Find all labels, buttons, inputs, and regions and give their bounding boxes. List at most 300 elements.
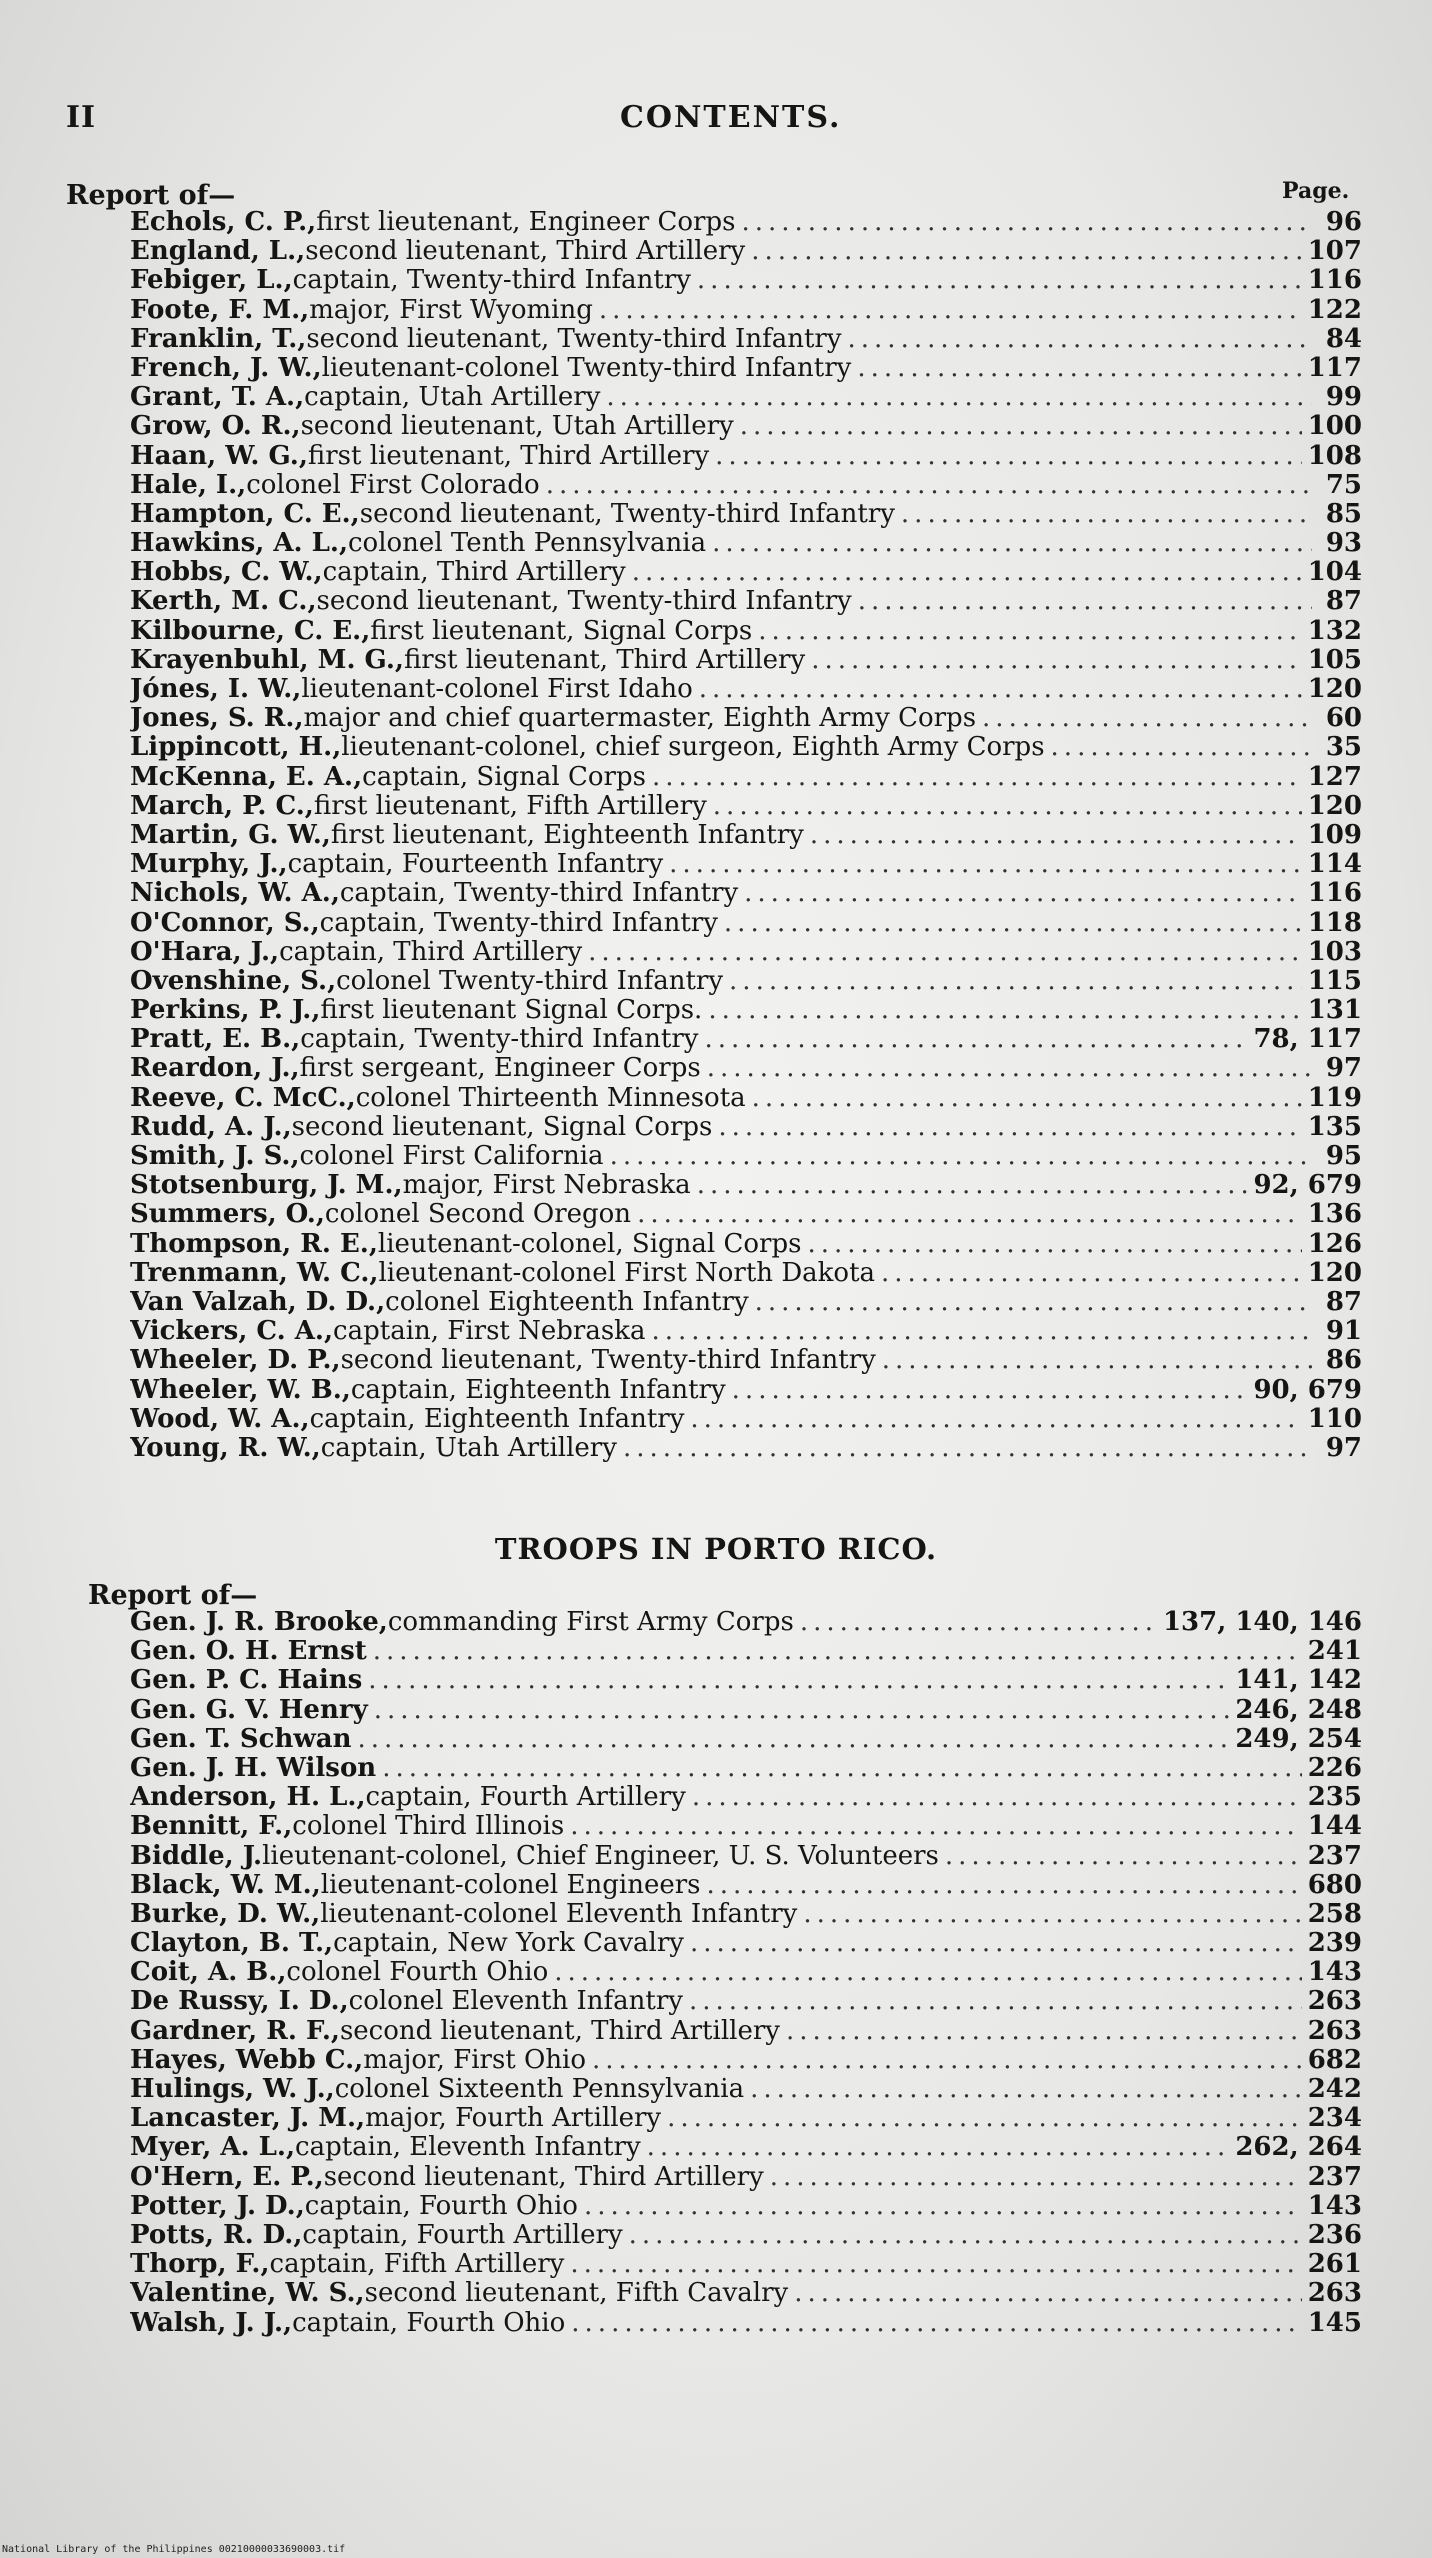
entry-name: Hale, I., [130, 470, 247, 500]
toc-entry [130, 733, 1362, 762]
dot-leader [571, 2309, 1301, 2338]
toc-entry [130, 1725, 1362, 1754]
toc-entry [130, 2075, 1362, 2104]
entry-page: 103 [1307, 937, 1362, 967]
entry-name: Kerth, M. C., [130, 587, 317, 617]
entry-name: Grow, O. R., [130, 412, 301, 442]
entry-name: Myer, A. L., [130, 2133, 296, 2163]
entry-description: lieutenant-colonel First North Dakota [378, 1258, 876, 1288]
entry-name: Potter, J. D., [130, 2191, 305, 2221]
toc-entry [130, 412, 1362, 441]
entry-description: captain, New York Cavalry [333, 1929, 684, 1959]
dot-leader [629, 2221, 1302, 2250]
entry-description: second lieutenant, Fifth Cavalry [364, 2279, 789, 2309]
entry-page: 114 [1307, 850, 1362, 880]
toc-entry [130, 1608, 1362, 1637]
entry-page: 92, 679 [1253, 1171, 1362, 1201]
entry-name: Nichols, W. A., [130, 879, 340, 909]
entry-name: Gen. T. Schwan [130, 1724, 352, 1754]
entry-name: Wood, W. A., [130, 1404, 310, 1434]
entry-description: colonel Tenth Pennsylvania [348, 529, 707, 559]
dot-leader [554, 1958, 1302, 1987]
dot-leader [570, 2250, 1301, 2279]
toc-entry [130, 1230, 1362, 1259]
entry-name: Lippincott, H., [130, 733, 342, 763]
entry-name: Hobbs, C. W., [130, 558, 323, 588]
entry-description: captain, Fourth Artillery [365, 1783, 686, 1813]
toc-entry [130, 1929, 1362, 1958]
entry-name: Jones, S. R., [130, 704, 304, 734]
toc-entry [130, 1754, 1362, 1783]
entry-description: captain, Twenty-third Infantry [339, 879, 739, 909]
entry-description: colonel Second Oregon [324, 1200, 632, 1230]
section-1-entries [130, 208, 1362, 1463]
entry-page: 145 [1307, 2308, 1362, 2338]
entry-page: 136 [1307, 1200, 1362, 1230]
entry-description: captain, Twenty-third Infantry [292, 266, 691, 296]
entry-description: major, First Wyoming [309, 295, 593, 325]
entry-description: captain, First Nebraska [333, 1317, 646, 1347]
dot-leader [741, 208, 1312, 237]
entry-page: 120 [1307, 791, 1362, 821]
entry-name: O'Connor, S., [130, 908, 320, 938]
entry-page: 263 [1307, 1987, 1362, 2017]
entry-page: 108 [1307, 441, 1362, 471]
toc-entry [130, 1113, 1362, 1142]
entry-description: first lieutenant, Signal Corps [370, 616, 753, 646]
entry-description: lieutenant-colonel Twenty-third Infantry [321, 353, 852, 383]
toc-entry [130, 2046, 1362, 2075]
entry-description: second lieutenant, Third Artillery [323, 2162, 764, 2192]
toc-entry [130, 617, 1362, 646]
dot-leader [800, 1608, 1157, 1637]
toc-entry [130, 1405, 1362, 1434]
toc-entry [130, 296, 1362, 325]
entry-page: 85 [1325, 499, 1362, 529]
toc-entry [130, 1696, 1362, 1725]
entry-page: 235 [1307, 1783, 1362, 1813]
dot-leader [718, 1113, 1301, 1142]
entry-page: 60 [1325, 704, 1362, 734]
entry-description: first lieutenant, Fifth Artillery [313, 791, 707, 821]
entry-description: captain, Third Artillery [322, 558, 626, 588]
entry-description: second lieutenant, Third Artillery [339, 2016, 780, 2046]
toc-entry [130, 1346, 1362, 1375]
entry-page: 120 [1307, 1258, 1362, 1288]
toc-entry [130, 1054, 1362, 1083]
entry-page: 144 [1307, 1812, 1362, 1842]
dot-leader [637, 1200, 1302, 1229]
entry-page: 109 [1307, 820, 1362, 850]
toc-entry [130, 763, 1362, 792]
entry-page: 116 [1307, 266, 1362, 296]
dot-leader [692, 1783, 1302, 1812]
entry-name: Rudd, A. J., [130, 1112, 292, 1142]
entry-description: captain, Fourth Ohio [292, 2308, 566, 2338]
entry-name: Burke, D. W., [130, 1899, 321, 1929]
entry-name: Echols, C. P., [130, 208, 317, 237]
entry-page: 115 [1307, 966, 1362, 996]
toc-entry [130, 383, 1362, 412]
entry-page: 96 [1325, 208, 1362, 237]
entry-page: 78, 117 [1253, 1025, 1362, 1055]
entry-name: Lancaster, J. M., [130, 2104, 366, 2134]
entry-description: second lieutenant, Twenty-third Infantry [306, 324, 842, 354]
entry-name: Reeve, C. McC., [130, 1083, 356, 1113]
toc-entry [130, 675, 1362, 704]
entry-page: 87 [1325, 1287, 1362, 1317]
dot-leader [623, 1434, 1312, 1463]
entry-name: Pratt, E. B., [130, 1025, 301, 1055]
entry-page: 99 [1325, 383, 1362, 413]
entry-description: captain, Eleventh Infantry [295, 2133, 641, 2163]
dot-leader [652, 763, 1302, 792]
entry-page: 263 [1307, 2016, 1362, 2046]
dot-leader [697, 1171, 1248, 1200]
entry-page: 105 [1307, 645, 1362, 675]
dot-leader [945, 1842, 1302, 1871]
dot-leader [713, 792, 1302, 821]
entry-page: 682 [1307, 2045, 1362, 2075]
dot-leader [724, 909, 1302, 938]
entry-name: Perkins, P. J., [130, 996, 321, 1026]
entry-name: Murphy, J., [130, 850, 288, 880]
entry-page: 236 [1307, 2220, 1362, 2250]
toc-entry [130, 1142, 1362, 1171]
section-2-entries [130, 1608, 1362, 2338]
toc-entry [130, 1084, 1362, 1113]
entry-page: 263 [1307, 2279, 1362, 2309]
entry-page: 90, 679 [1253, 1375, 1362, 1405]
entry-description: colonel First Colorado [246, 470, 540, 500]
entry-description: second lieutenant, Signal Corps [291, 1112, 713, 1142]
entry-description: captain, Utah Artillery [304, 383, 601, 413]
dot-leader [599, 296, 1302, 325]
entry-name: McKenna, E. A., [130, 762, 363, 792]
entry-name: Hayes, Webb C., [130, 2045, 364, 2075]
entry-name: Potts, R. D., [130, 2220, 303, 2250]
dot-leader [610, 1142, 1312, 1171]
entry-page: 137, 140, 146 [1162, 1608, 1362, 1637]
entry-name: Anderson, H. L., [130, 1783, 366, 1813]
entry-description: first lieutenant, Third Artillery [403, 645, 806, 675]
toc-entry [130, 529, 1362, 558]
entry-name: Thorp, F., [130, 2250, 270, 2280]
entry-page: 132 [1307, 616, 1362, 646]
entry-name: Gen. P. C. Hains [130, 1666, 363, 1696]
toc-entry [130, 2104, 1362, 2133]
section-1-label: Report of— [66, 180, 236, 211]
entry-description: captain, Twenty-third Infantry [319, 908, 718, 938]
dot-leader [669, 850, 1302, 879]
entry-name: De Russy, I. D., [130, 1987, 349, 2017]
page-number: II [66, 100, 97, 135]
entry-description: captain, Third Artillery [279, 937, 583, 967]
entry-name: Grant, T. A., [130, 383, 305, 413]
dot-leader [707, 1054, 1312, 1083]
entry-name: Franklin, T., [130, 324, 307, 354]
entry-description: colonel Third Illinois [292, 1812, 565, 1842]
entry-description: colonel Eighteenth Infantry [385, 1287, 749, 1317]
toc-entry [130, 500, 1362, 529]
dot-leader [857, 354, 1301, 383]
toc-entry [130, 558, 1362, 587]
entry-description: captain, Twenty-third Infantry [300, 1025, 699, 1055]
entry-name: Vickers, C. A., [130, 1317, 334, 1347]
entry-description: lieutenant-colonel Eleventh Infantry [320, 1899, 798, 1929]
toc-entry [130, 325, 1362, 354]
toc-entry [130, 2163, 1362, 2192]
toc-entry [130, 442, 1362, 471]
dot-leader [810, 821, 1302, 850]
entry-page: 84 [1325, 324, 1362, 354]
toc-entry [130, 1025, 1362, 1054]
entry-name: Valentine, W. S., [130, 2279, 365, 2309]
entry-name: Van Valzah, D. D., [130, 1287, 386, 1317]
page-column-label: Page. [1282, 178, 1350, 204]
entry-page: 116 [1307, 879, 1362, 909]
dot-leader [881, 1259, 1302, 1288]
dot-leader [744, 879, 1302, 908]
entry-name: Reardon, J., [130, 1054, 300, 1084]
dot-leader [708, 996, 1301, 1025]
toc-entry [130, 2309, 1362, 2338]
toc-entry [130, 1958, 1362, 1987]
entry-description: major, First Ohio [363, 2045, 587, 2075]
toc-entry [130, 1259, 1362, 1288]
entry-description: colonel Thirteenth Minnesota [355, 1083, 746, 1113]
toc-entry [130, 646, 1362, 675]
toc-entry [130, 2250, 1362, 2279]
dot-leader [382, 1754, 1302, 1783]
dot-leader [1051, 733, 1312, 762]
entry-page: 118 [1307, 908, 1362, 938]
dot-leader [584, 2192, 1302, 2221]
toc-entry [130, 1200, 1362, 1229]
dot-leader [707, 1871, 1302, 1900]
entry-page: 143 [1307, 2191, 1362, 2221]
entry-description: lieutenant-colonel First Idaho [301, 675, 693, 704]
toc-entry [130, 1666, 1362, 1695]
dot-leader [699, 675, 1302, 704]
toc-entry [130, 792, 1362, 821]
dot-leader [882, 1346, 1312, 1375]
dot-leader [901, 500, 1312, 529]
toc-entry [130, 354, 1362, 383]
entry-name: Febiger, L., [130, 266, 293, 296]
entry-name: Gen. O. H. Ernst [130, 1637, 367, 1667]
toc-entry [130, 1637, 1362, 1666]
entry-name: Coit, A. B., [130, 1958, 287, 1988]
dot-leader [758, 617, 1301, 646]
entry-name: England, L., [130, 237, 306, 267]
entry-description: first lieutenant, Third Artillery [307, 441, 710, 471]
entry-page: 104 [1307, 558, 1362, 588]
dot-leader [690, 1405, 1301, 1434]
dot-leader [690, 1929, 1302, 1958]
entry-page: 93 [1325, 529, 1362, 559]
entry-page: 234 [1307, 2104, 1362, 2134]
toc-entry [130, 1783, 1362, 1812]
dot-leader [712, 529, 1312, 558]
entry-description: second lieutenant, Twenty-third Infantry [316, 587, 852, 617]
toc-entry [130, 1900, 1362, 1929]
entry-description: first lieutenant Signal Corps. [320, 996, 703, 1026]
dot-leader [651, 1317, 1312, 1346]
entry-name: Thompson, R. E., [130, 1229, 378, 1259]
entry-page: 242 [1307, 2075, 1362, 2104]
entry-name: Clayton, B. T., [130, 1929, 334, 1959]
entry-description: first lieutenant, Engineer Corps [316, 208, 736, 237]
entry-description: captain, Eighteenth Infantry [350, 1375, 726, 1405]
entry-description: lieutenant-colonel, Signal Corps [377, 1229, 802, 1259]
dot-leader [740, 412, 1302, 441]
dot-leader [750, 2075, 1302, 2104]
toc-entry [130, 2192, 1362, 2221]
toc-entry [130, 1434, 1362, 1463]
entry-page: 261 [1307, 2250, 1362, 2280]
toc-entry [130, 1812, 1362, 1841]
entry-description: captain, Fifth Artillery [269, 2250, 565, 2280]
entry-page: 249, 254 [1235, 1724, 1362, 1754]
entry-name: Foote, F. M., [130, 295, 310, 325]
entry-page: 120 [1307, 675, 1362, 704]
toc-entry [130, 821, 1362, 850]
toc-entry [130, 1871, 1362, 1900]
entry-page: 117 [1307, 353, 1362, 383]
dot-leader [755, 1288, 1312, 1317]
dot-leader [803, 1900, 1301, 1929]
dot-leader [848, 325, 1312, 354]
dot-leader [751, 237, 1302, 266]
entry-name: Gardner, R. F., [130, 2016, 340, 2046]
dot-leader [374, 1696, 1230, 1725]
entry-page: 127 [1307, 762, 1362, 792]
toc-entry [130, 471, 1362, 500]
entry-description: captain, Fourth Ohio [304, 2191, 578, 2221]
entry-page: 680 [1307, 1870, 1362, 1900]
toc-entry [130, 2133, 1362, 2162]
entry-description: first sergeant, Engineer Corps [299, 1054, 701, 1084]
entry-description: colonel First California [299, 1142, 604, 1171]
entry-page: 241 [1307, 1637, 1362, 1667]
entry-description: first lieutenant, Eighteenth Infantry [330, 820, 804, 850]
dot-leader [358, 1725, 1230, 1754]
entry-page: 110 [1307, 1404, 1362, 1434]
section-2-title: TROOPS IN PORTO RICO. [494, 1532, 938, 1566]
dot-leader [632, 558, 1302, 587]
entry-description: second lieutenant, Twenty-third Infantry [359, 499, 895, 529]
entry-description: second lieutenant, Third Artillery [305, 237, 746, 267]
entry-description: lieutenant-colonel, Chief Engineer, U. S. Volunteers [262, 1841, 939, 1871]
entry-name: French, J. W., [130, 353, 322, 383]
entry-page: 141, 142 [1235, 1666, 1362, 1696]
entry-name: Wheeler, W. B., [130, 1375, 351, 1405]
entry-name: O'Hara, J., [130, 937, 280, 967]
entry-description: lieutenant-colonel, chief surgeon, Eighth Army Corps [341, 733, 1045, 763]
entry-page: 97 [1325, 1054, 1362, 1084]
entry-description: commanding First Army Corps [387, 1608, 794, 1637]
entry-page: 91 [1325, 1317, 1362, 1347]
entry-description: lieutenant-colonel Engineers [320, 1870, 701, 1900]
toc-entry [130, 1987, 1362, 2016]
entry-page: 122 [1307, 295, 1362, 325]
toc-entry [130, 1288, 1362, 1317]
toc-entry [130, 879, 1362, 908]
toc-entry [130, 2221, 1362, 2250]
entry-name: Black, W. M., [130, 1870, 321, 1900]
entry-page: 258 [1307, 1899, 1362, 1929]
entry-name: Trenmann, W. C., [130, 1258, 379, 1288]
entry-page: 226 [1307, 1753, 1362, 1783]
entry-description: captain, Fourth Artillery [302, 2220, 623, 2250]
entry-name: Krayenbuhl, M. G., [130, 645, 404, 675]
dot-leader [689, 1987, 1302, 2016]
toc-entry [130, 704, 1362, 733]
entry-description: major, Fourth Artillery [365, 2104, 662, 2134]
dot-leader [606, 383, 1312, 412]
toc-entry [130, 2017, 1362, 2046]
entry-name: Walsh, J. J., [130, 2308, 293, 2338]
toc-entry [130, 1317, 1362, 1346]
entry-description: second lieutenant, Twenty-third Infantry [340, 1346, 876, 1376]
dot-leader [368, 1666, 1229, 1695]
entry-page: 126 [1307, 1229, 1362, 1259]
entry-description: captain, Fourteenth Infantry [287, 850, 664, 880]
entry-name: O'Hern, E. P., [130, 2162, 324, 2192]
dot-leader [807, 1230, 1301, 1259]
dot-leader [811, 646, 1302, 675]
entry-description: second lieutenant, Utah Artillery [300, 412, 734, 442]
entry-name: Young, R. W., [130, 1433, 321, 1463]
entry-description: colonel Sixteenth Pennsylvania [334, 2075, 745, 2104]
dot-leader [647, 2133, 1230, 2162]
dot-leader [667, 2104, 1302, 2133]
dot-leader [592, 2046, 1302, 2075]
entry-name: Kilbourne, C. E., [130, 616, 371, 646]
toc-entry [130, 208, 1362, 237]
entry-page: 75 [1325, 470, 1362, 500]
dot-leader [794, 2279, 1301, 2308]
entry-name: Gen. G. V. Henry [130, 1695, 368, 1725]
dot-leader [858, 587, 1312, 616]
dot-leader [704, 1025, 1247, 1054]
toc-entry [130, 909, 1362, 938]
entry-name: Jónes, I. W., [130, 675, 302, 704]
entry-page: 246, 248 [1235, 1695, 1362, 1725]
toc-entry [130, 996, 1362, 1025]
toc-entry [130, 967, 1362, 996]
entry-name: Summers, O., [130, 1200, 325, 1230]
dot-leader [770, 2163, 1302, 2192]
entry-name: Bennitt, F., [130, 1812, 293, 1842]
entry-page: 239 [1307, 1929, 1362, 1959]
entry-page: 100 [1307, 412, 1362, 442]
entry-name: Hampton, C. E., [130, 499, 360, 529]
dot-leader [732, 1376, 1248, 1405]
entry-name: March, P. C., [130, 791, 314, 821]
scan-footer: National Library of the Philippines 00210000033690003.tif [2, 2544, 346, 2555]
entry-name: Gen. J. R. Brooke, [130, 1608, 388, 1637]
dot-leader [373, 1637, 1302, 1666]
section-2-label: Report of— [88, 1580, 258, 1611]
entry-page: 143 [1307, 1958, 1362, 1988]
toc-entry [130, 1171, 1362, 1200]
toc-entry [130, 237, 1362, 266]
entry-name: Biddle, J. [130, 1841, 263, 1871]
entry-name: Haan, W. G., [130, 441, 308, 471]
entry-name: Hawkins, A. L., [130, 529, 348, 559]
